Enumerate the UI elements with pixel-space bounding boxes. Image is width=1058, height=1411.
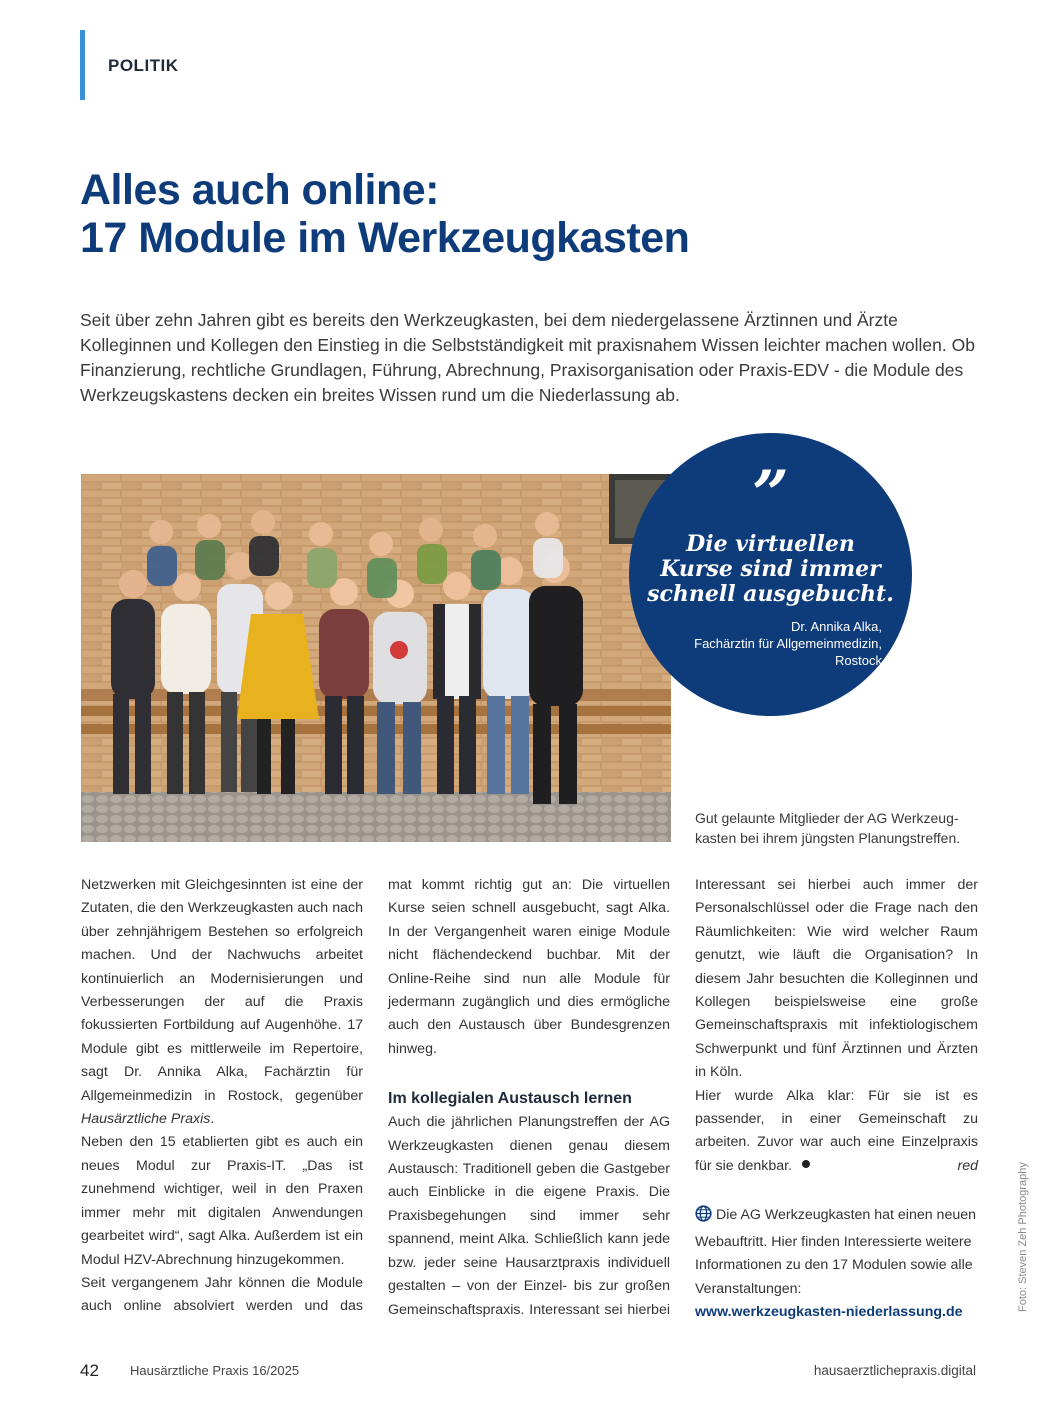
pull-quote-line-3: schnell ausgebucht.	[647, 581, 894, 607]
pull-quote-circle	[629, 433, 912, 716]
caption-line-1: Gut gelaunte Mitglieder der AG Werkzeug-	[695, 810, 959, 826]
paragraph: Seit vergangenem Jahr können die Module auch online absolviert werden und das	[81, 1274, 363, 1315]
quote-author-name: Dr. Annika Alka,	[790, 619, 882, 634]
end-mark-icon	[802, 1160, 810, 1168]
pull-quote-author	[649, 618, 892, 669]
globe-icon	[695, 1205, 712, 1230]
title-line-2: 17 Module im Werkzeugkasten	[80, 214, 690, 262]
page-number: 42	[80, 1361, 99, 1380]
quote-author-city: Rostock	[835, 653, 882, 668]
article-lead: Seit über zehn Jahren gibt es bereits den Werkzeugkasten, bei dem niedergelassene Ärztinnen und Ärzte Kolleginnen und Kollegen den Einstieg in die Selbstständigkeit mit praxisnahem Wissen leichter machen wollen. Ob Finanzierung, rechtliche Grundlagen, Führung, Abrechnung, Praxisorganisation oder Praxis-EDV - die Module des Werkzeugskastens decken ein breites Wissen rund um die Niederlassung ab.	[80, 310, 975, 405]
paragraph	[81, 874, 363, 1131]
web-note	[695, 1204, 978, 1324]
paragraph: mat kommt richtig gut an: Die virtuellen Kurse seien schnell ausgebucht, sagt Alka. In der Vergangenheit waren einige Module nicht flächendeckend buchbar. Mit der Online-Reihe sind nun alle Module für jedermann zugänglich und dies ermögliche auch den Austausch über Bundesgrenzen hinweg.	[388, 877, 670, 1057]
article-column-1	[81, 874, 363, 1319]
paragraph	[695, 1085, 978, 1179]
magazine-issue: Hausärztliche Praxis 16/2025	[130, 1363, 300, 1378]
subheading: Im kollegialen Austausch lernen	[388, 1090, 632, 1108]
article-title	[80, 166, 689, 262]
group-photo	[81, 474, 671, 842]
website-link[interactable]: www.werkzeugkasten-niederlassung.de	[695, 1303, 963, 1320]
title-line-1: Alles auch online:	[80, 166, 439, 214]
quote-author-role: Fachärztin für Allgemeinmedizin,	[694, 636, 882, 651]
section-label: POLITIK	[108, 56, 179, 75]
footer-website: hausaerztlichepraxis.digital	[813, 1363, 976, 1378]
paragraph: Auch die jährlichen Planungstreffen der AG Werkzeugkasten dienen genau diesem Austausch: Traditionell geben die Gastgeber auch Einblicke in die eigene Praxis. Die Praxisbegehungen sind immer sehr spannend, meint Alka. Schließlich kann jede bzw. jeder seine Hausarztpraxis individuell gestalten – von der Einzel- bis zur großen Gemeinschaftspraxis. Interessant sei hierbei	[388, 1114, 670, 1318]
paragraph: Neben den 15 etablierten gibt es auch ein neues Modul zur Praxis-IT. „Das ist zunehmend wichtiger, weil in den Praxen immer mehr mit digitalen Anwendungen gearbeitet wird“, sagt Alka. Außerdem ist ein Modul HZV-Abrechnung hinzugekommen.	[81, 1134, 363, 1268]
photo-credit: Foto: Steven Zeh Photography	[1017, 1162, 1029, 1312]
pull-quote-line-2: Kurse sind immer	[660, 556, 881, 582]
pull-quote-line-1: Die virtuellen	[686, 531, 855, 557]
pull-quote-text	[639, 532, 902, 607]
article-column-3	[695, 874, 978, 1324]
paragraph-end: .	[210, 1111, 215, 1128]
magazine-title-emphasis: Hausärztliche Praxis	[81, 1111, 211, 1128]
photo-caption	[695, 808, 985, 848]
author-signature: red	[957, 1157, 978, 1174]
article-column-2	[388, 874, 670, 1322]
caption-line-2: kasten bei ihrem jüngsten Planungstreffen.	[695, 830, 961, 846]
quote-mark-icon: ”	[752, 457, 789, 532]
paragraph-text: Hier wurde Alka klar: Für sie ist es passender, in einer Gemeinschaft zu arbeiten. Zuvor war auch eine Einzelpraxis für sie denkbar.	[695, 1087, 978, 1174]
web-note-text: Die AG Werkzeugkasten hat einen neuen Webauftritt. Hier finden Interessierte weitere Informationen zu den 17 Modulen sowie alle Veranstaltungen:	[695, 1207, 977, 1297]
paragraph-text: Netzwerken mit Gleichgesinnten ist eine der Zutaten, die den Werkzeugkasten auch nach über zehnjährigem Bestehen so erfolgreich machen. Und der Nachwuchs arbeitet kontinuierlich an Modernisierungen und Verbesserungen der auf die Praxis fokussierten Fortbildung auf Augenhöhe. 17 Module gibt es mittlerweile im Repertoire, sagt Dr. Annika Alka, Fachärztin für Allgemeinmedizin in Rostock, gegenüber	[81, 877, 363, 1104]
paragraph: Interessant sei hierbei auch immer der Personalschlüssel oder die Frage nach den Räumlichkeiten: Wie wird welcher Raum genutzt, wie läuft die Organisation? In diesem Jahr besuchten die Kolleginnen und Kollegen beispielsweise eine große Gemeinschaftspraxis mit infektiologischem Schwerpunkt und fünf Ärztinnen und Ärzten in Köln.	[695, 877, 978, 1081]
section-accent-bar	[80, 30, 85, 100]
